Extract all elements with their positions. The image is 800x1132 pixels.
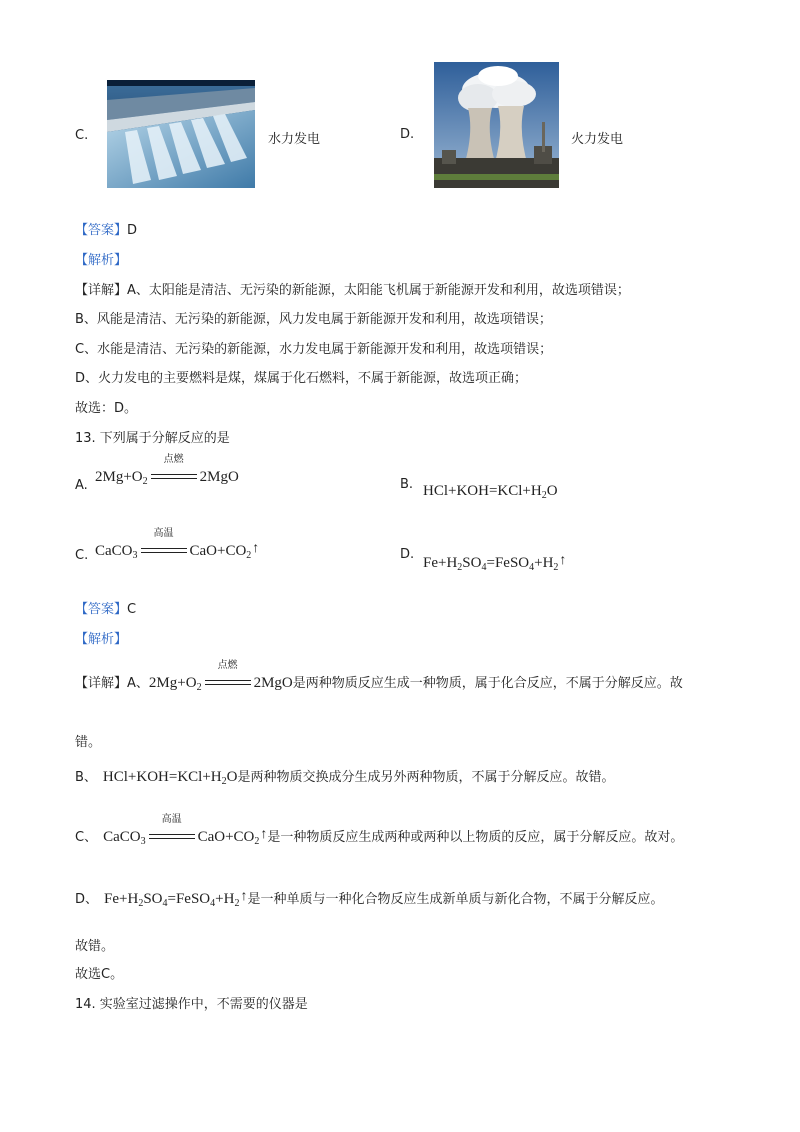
up-arrow-icon: ↑: [559, 553, 567, 568]
q13-detail-d-equation: [104, 890, 247, 907]
q13-detail-d-prefix: D、: [75, 892, 99, 907]
q13-detail-label: 【详解】: [75, 676, 128, 691]
up-arrow-icon: ↑: [240, 889, 248, 904]
detail-c-condition-text: 高温: [161, 814, 182, 825]
q13-answer: [75, 598, 136, 617]
q12-answer-label: 【答案】: [75, 223, 128, 238]
option-c-caption: 水力发电: [268, 132, 321, 147]
q13-detail-b-equation: [103, 770, 238, 785]
double-bar-icon: [151, 474, 197, 479]
detail-b-part1: HCl+KOH=KCl+H: [102, 769, 222, 785]
q13-detail-c-prefix: C、: [75, 830, 98, 845]
q13-answer-value: C: [127, 602, 137, 617]
q13-option-b-letter: B.: [400, 477, 414, 492]
q12-detail-line-4: D、火力发电的主要燃料是煤，煤属于化石燃料，不属于新能源，故选项正确；: [75, 371, 528, 386]
q13-option-d-equation: [423, 554, 566, 571]
up-arrow-icon: ↑: [260, 827, 268, 842]
detail-c-part2: CaO+CO: [197, 829, 255, 845]
double-bar-icon: [205, 680, 251, 685]
detail-d-sub3: 4: [210, 898, 216, 909]
eq-d-sub2: 4: [481, 562, 487, 573]
detail-a-sub: 2: [196, 682, 202, 693]
eq-c-condition: [141, 528, 187, 559]
hydro-dam-photo-art: [107, 80, 255, 188]
eq-a-condition-text: 点燃: [163, 454, 184, 465]
q13-detail-b-prefix: B、: [75, 770, 97, 785]
q13-detail-c-equation: [103, 814, 268, 847]
q14-question: 14. 实验室过滤操作中，不需要的仪器是: [75, 997, 308, 1012]
detail-d-sub4: 2: [234, 898, 240, 909]
detail-b-sub: 2: [221, 776, 227, 787]
q13-detail-d: [75, 888, 663, 907]
q13-answer-label: 【答案】: [75, 602, 128, 617]
eq-d-sub1: 2: [457, 562, 463, 573]
q12-conclusion: 故选：D。: [75, 401, 138, 416]
eq-c-sub2: 2: [246, 550, 252, 561]
q12-answer-value: D: [127, 223, 138, 238]
q12-detail-line-2: B、风能是清洁、无污染的新能源，风力发电属于新能源开发和利用，故选项错误；: [75, 312, 552, 327]
option-d-caption: 火力发电: [571, 132, 624, 147]
detail-a-reactants: 2Mg+O: [148, 675, 197, 691]
thermal-plant-photo-art: [434, 62, 559, 188]
q13-detail-d-text: 是一种单质与一种化合物反应生成新单质与新化合物，不属于分解反应。: [247, 892, 664, 907]
q13-detail-d-cont: 故错。: [75, 939, 115, 954]
q12-detail-line-3: C、水能是清洁、无污染的新能源，水力发电属于新能源开发和利用，故选项错误；: [75, 342, 553, 357]
double-bar-icon: [141, 548, 187, 553]
q13-detail-a-equation: [148, 660, 293, 693]
eq-d-part1: Fe+H: [423, 555, 458, 571]
detail-d-part2: SO: [143, 891, 163, 907]
detail-c-part1: CaCO: [103, 829, 141, 845]
q12-answer: [75, 219, 137, 238]
option-c-letter: C.: [75, 128, 89, 143]
q13-option-c-letter: C.: [75, 548, 89, 563]
q13-question: 13. 下列属于分解反应的是: [75, 431, 230, 446]
q13-detail-b-text: 是两种物质交换成分生成另外两种物质，不属于分解反应。故错。: [237, 770, 615, 785]
q12-detail-label: 【详解】: [75, 283, 128, 298]
hydro-dam-photo: [107, 80, 255, 188]
detail-b-part2: O: [226, 769, 238, 785]
up-arrow-icon: ↑: [252, 541, 260, 556]
q13-detail-a-prefix: A、: [127, 676, 149, 691]
q13-conclusion: 故选C。: [75, 967, 124, 982]
double-bar-icon: [149, 834, 195, 839]
detail-a-condition-text: 点燃: [217, 660, 238, 671]
q13-detail-a-cont: 错。: [75, 735, 102, 750]
eq-a-reactants: 2Mg+O: [95, 469, 143, 485]
detail-d-part4: +H: [215, 891, 235, 907]
detail-d-part3: =FeSO: [167, 891, 211, 907]
detail-a-product: 2MgO: [253, 675, 293, 691]
q13-detail-a: [75, 660, 683, 693]
detail-c-sub2: 2: [254, 836, 260, 847]
q13-option-c-equation: [95, 528, 260, 561]
detail-c-condition: [149, 814, 195, 845]
q13-detail-c-text: 是一种物质反应生成两种或两种以上物质的反应，属于分解反应。故对。: [267, 830, 684, 845]
q13-option-b-equation: [423, 484, 558, 499]
eq-a-product: 2MgO: [199, 469, 239, 485]
detail-a-condition: [205, 660, 251, 691]
q12-detail-text-a: A、太阳能是清洁、无污染的新能源，太阳能飞机属于新能源开发和利用，故选项错误；: [127, 283, 630, 298]
detail-c-sub1: 3: [140, 836, 146, 847]
eq-c-sub1: 3: [132, 550, 138, 561]
thermal-plant-photo: [434, 62, 559, 188]
q12-analysis-label: 【解析】: [75, 253, 128, 268]
eq-c-condition-text: 高温: [153, 528, 174, 539]
q13-analysis-label: 【解析】: [75, 632, 128, 647]
q13-detail-c: [75, 814, 684, 847]
eq-a-condition: [151, 454, 197, 485]
eq-b-sub: 2: [541, 490, 547, 501]
eq-d-sub3: 4: [529, 562, 535, 573]
q13-option-d-letter: D.: [400, 547, 415, 562]
detail-d-part1: Fe+H: [104, 891, 139, 907]
q12-detail-line-1: [75, 279, 630, 298]
q13-option-a-letter: A.: [75, 478, 88, 493]
eq-c-part2: CaO+CO: [189, 543, 247, 559]
eq-d-sub4: 2: [553, 562, 559, 573]
q13-detail-b: [75, 766, 615, 785]
detail-d-sub2: 4: [162, 898, 168, 909]
eq-d-part4: +H: [534, 555, 554, 571]
q13-option-a-equation: [95, 454, 239, 487]
eq-d-part3: =FeSO: [486, 555, 530, 571]
detail-d-sub1: 2: [138, 898, 144, 909]
eq-c-part1: CaCO: [95, 543, 133, 559]
q13-detail-a-text: 是两种物质反应生成一种物质，属于化合反应，不属于分解反应。故: [292, 676, 683, 691]
eq-a-sub: 2: [142, 476, 148, 487]
eq-b-part2: O: [546, 483, 558, 499]
eq-d-part2: SO: [462, 555, 482, 571]
option-d-letter: D.: [400, 127, 415, 142]
eq-b-part1: HCl+KOH=KCl+H: [423, 483, 542, 499]
